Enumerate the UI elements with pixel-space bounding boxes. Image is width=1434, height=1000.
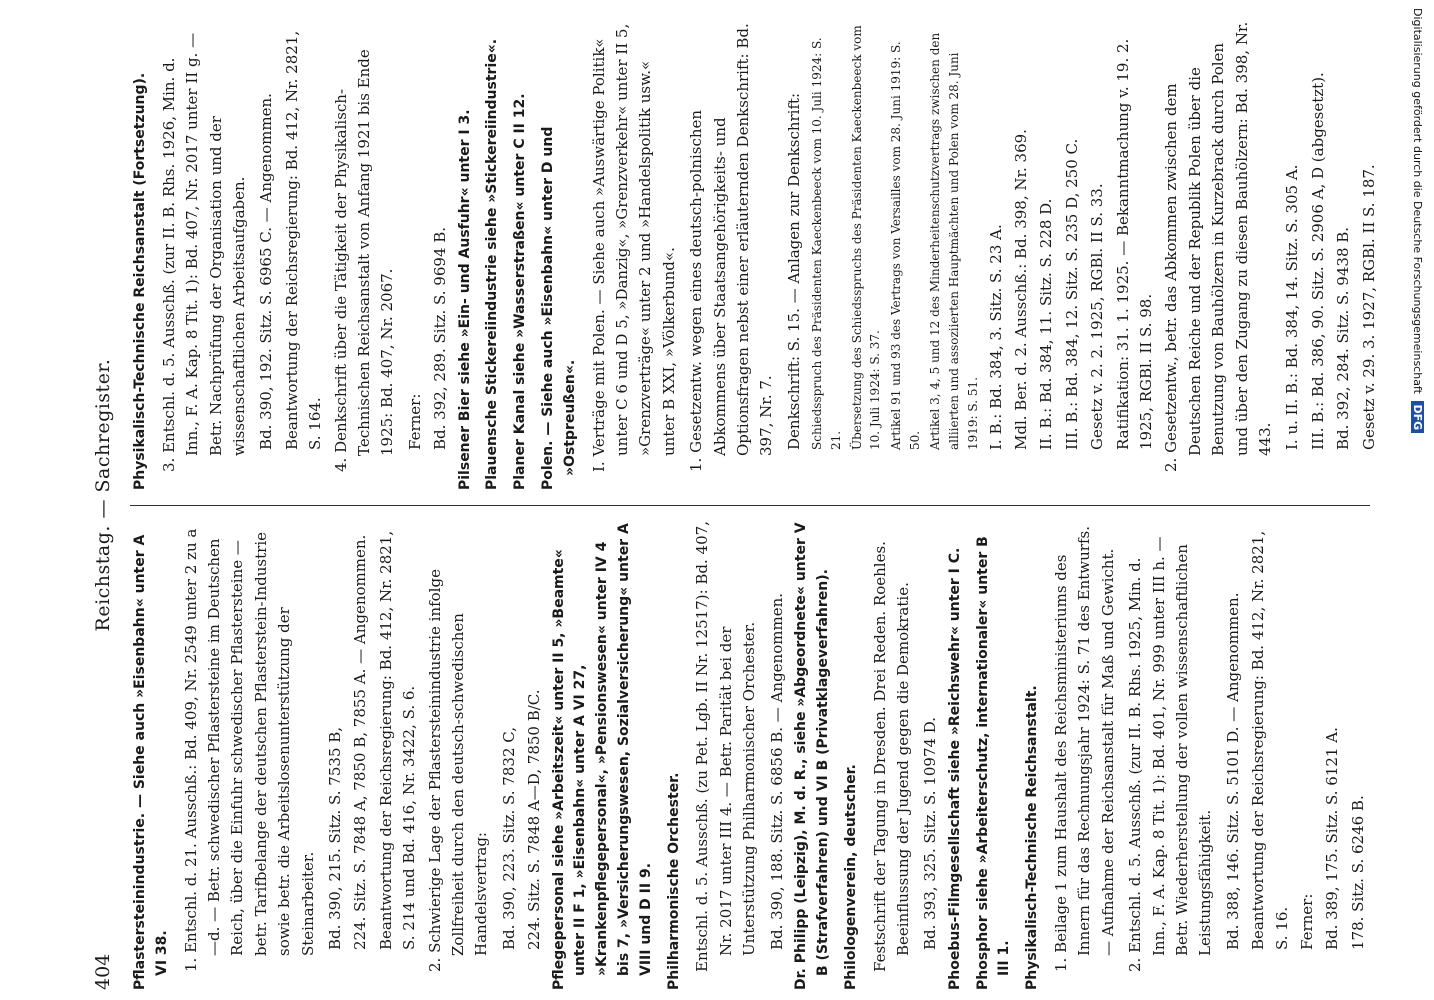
left-index-line: 224. Sitz. S. 7848 A, 7850 B, 7855 A. — Angenommen. [351,534,370,950]
left-index-heading: Philharmonische Orchester. [665,772,682,990]
right-index-line: Ferner: [405,393,424,450]
left-index-line: Bd. 393, 325. Sitz. S. 10974 D. [921,716,940,950]
right-index-heading: Planer Kanal siehe »Wasserstraßen« unter C II 12. [512,93,529,490]
right-index-line: 2. Gesetzentw., betr. das Abkommen zwischen dem Deutschen Reiche und der Republik Polen über die Benutzung von Bauhölzern in Kurzebrack durch Polen und über den Zugang zu diesen Bauhölzern: Bd. 398, Nr. 443. [1162,21,1274,472]
left-index-heading: Physikalisch-Technische Reichsanstalt. [1024,685,1041,990]
left-index-heading: Phoebus-Filmgesellschaft siehe »Reichswehr« unter I C. [946,547,963,990]
left-index-line: 1. Entschl. d. 21. Ausschß.: Bd. 409, Nr. 2549 unter 2 zu a—d. — Betr. schwedischer Pflastersteine im Deutschen Reich, über die Einfuhr schwedischer Pflastersteine — betr. Tarifbelange der deutschen Pflasterstein-Industrie sowie betr. die Arbeitslosenunterstützung der Steinarbeiter. [181,528,317,972]
right-column [130,20,1380,490]
column-divider [130,505,1370,506]
right-index-line: Übersetzung des Schiedsspruchs des Präsidenten Kaeckenbeeck vom 10. Juli 1924: S. 37. [849,25,883,450]
left-column [130,520,1380,990]
right-index-line: III. B.: Bd. 386, 90. Sitz. S. 2906 A, D (abgesetzt). [1308,72,1327,450]
right-index-line: Mdl. Ber. d. 2. Ausschß.: Bd. 398, Nr. 369. [1012,129,1031,450]
right-index-line: I. u. II. B.: Bd. 384, 14. Sitz. S. 305 A. [1283,164,1302,450]
left-index-heading: Dr. Philipp (Leipzig), M. d. R., siehe »Abgeordnete« unter V B (Strafverfahren) und VI B (Privatklageverfahren). [793,522,831,990]
left-index-heading: Pflastersteinindustrie. — Siehe auch »Eisenbahn« unter A VI 38. [132,534,170,990]
right-index-heading: Plauensche Stickereiindustrie siehe »Stickereiindustrie«. [484,38,501,490]
left-index-line: Ferner: [1297,893,1316,950]
right-index-heading: Polen. — Siehe auch »Eisenbahn« unter D und »Ostpreußen«. [540,126,578,490]
left-index-line: Entschl. d. 5. Ausschß. (zu Pet. Lgb. II Nr. 12517): Bd. 407, Nr. 2017 unter III 4. — Betr. Parität bei der Unterstützung Philharmonischer Orchester. [693,521,759,972]
funding-text: Digitalisierung gefördert durch die Deutsche Forschungsgemeinschaft [1411,8,1424,394]
left-index-line: 1. Beilage 1 zum Haushalt des Reichsministeriums des Innern für das Rechnungsjahr 1924: S. 71 des Entwurfs. — Aufnahme der Reichsanstalt für Maß und Gewicht. [1052,526,1117,972]
right-index-line: Denkschrift: S. 15. — Anlagen zur Denkschrift: [784,92,803,450]
right-index-heading: Pilsener Bier siehe »Ein- und Ausfuhr« unter I 3. [456,109,473,490]
right-index-line: Bd. 390, 192. Sitz. S. 6965 C. — Angenommen. [257,93,276,450]
right-index-line: I. B.: Bd. 384, 3. Sitz. S. 23 A. [986,224,1005,450]
left-index-line: Bd. 390, 223. Sitz. S. 7832 C, [499,727,518,950]
right-index-line: Gesetz v. 2. 2. 1925, RGBl. II S. 33. [1088,183,1107,450]
left-index-line: Bd. 389, 175. Sitz. S. 6121 A. [1323,727,1342,950]
right-index-line: Bd. 392, 289. Sitz. S. 9694 B. [431,226,450,450]
right-index-line: I. Verträge mit Polen. — Siehe auch »Auswärtige Politik« unter C 6 und D 5, »Danzig«, »Grenzverkehr« unter II 5, »Grenzverträge« unter 2 und »Handelspolitik usw.« unter B XXI, »Völkerbund«. [589,23,678,472]
left-index-heading: Philologenverein, deutscher. [842,764,859,990]
left-index-line: 2. Schwierige Lage der Pflastersteinindustrie infolge Zollfreiheit durch den deutsch-schwedischen Handelsvertrag: [425,569,491,972]
right-index-line: II. B.: Bd. 384, 11. Sitz. S. 228 D. [1037,198,1056,450]
left-index-line: 224. Sitz. S. 7848 A—D, 7850 B/C. [525,689,544,950]
left-index-line: 178. Sitz. S. 6246 B. [1348,795,1367,950]
dfg-logo: DFG [1411,401,1424,433]
right-index-line: Artikel 91 und 93 des Vertrags von Versailles vom 28. Juni 1919: S. 50. [889,41,922,450]
left-index-line: Festschrift der Tagung in Dresden. Drei Reden. Roehles. Beeinflussung der Jugend gegen die Demokratie. [870,541,912,972]
right-index-line: Schiedsspruch des Präsidenten Kaeckenbeeck vom 10. Juli 1924: S. 21. [810,37,843,450]
right-index-line: Ratifikation: 31. 1. 1925. — Bekanntmachung v. 19. 2. 1925, RGBl. II S. 98. [1113,38,1155,450]
right-index-line: Beantwortung der Reichsregierung: Bd. 412, Nr. 2821, S. 164. [282,30,325,450]
left-index-line: Bd. 388, 146. Sitz. S. 5101 D. — Angenommen. [1223,592,1242,950]
funding-note [1411,8,1424,433]
left-index-line: Beantwortung der Reichsregierung: Bd. 412, Nr. 2821, S. 16. [1249,530,1291,950]
right-index-line: 1. Gesetzentw. wegen eines deutsch-polnischen Abkommens über Staatsangehörigkeits- und Optionsfragen nebst einer erläuternden Denkschrift: Bd. 397, Nr. 7. [687,23,776,472]
left-index-line: Bd. 390, 215. Sitz. S. 7535 B, [326,726,344,950]
left-index-heading: Phosphor siehe »Arbeiterschutz, internationaler« unter B III 1. [974,536,1013,990]
left-index-heading: Pflegepersonal siehe »Arbeitszeit« unter II 5, »Beamte« unter II F 1, »Eisenbahn« unter A VI 27, »Krankenpflegepersonal«, »Pensionswesen« unter IV 4 bis 7, »Versicherungswesen, Sozialversicherung« unter A VIII und D II 9. [550,523,654,990]
right-index-line: Bd. 392, 284. Sitz. S. 9438 B. [1334,226,1353,450]
page-header [90,0,120,990]
right-index-heading: Physikalisch-Technische Reichsanstalt (Fortsetzung). [132,72,148,490]
running-head: Reichstag. — Sachregister. [92,358,114,632]
scanned-page [90,0,1380,1000]
right-index-line: 3. Entschl. d. 5. Ausschß. (zur II. B. Rhs. 1926, Min. d. Inn., F. A. Kap. 8 Tit. 1): Bd. 407, Nr. 2017 unter II g. — Betr. Nachprüfung der Organisation und der wissenschaftlichen Arbeitsaufgaben. [159,32,248,472]
right-index-line: Gesetz v. 29. 3. 1927, RGBl. II S. 187. [1359,164,1378,450]
page-number: 404 [92,953,114,990]
left-index-line: Bd. 390, 188. Sitz. S. 6856 B. — Angenommen. [767,593,786,950]
left-index-line: 2. Entschl. d. 5. Ausschß. (zur II. B. Rhs. 1925, Min. d. Inn., F. A. Kap. 8 Tit. 1): Bd. 401, Nr. 999 unter III h. — Betr. Wiederherstellung der vollen wissenschaftlichen Leistungsfähigkeit. [1126,536,1215,972]
right-index-line: III. B.: Bd. 384, 12. Sitz. S. 235 D, 250 C. [1062,138,1081,450]
right-index-line: Artikel 3, 4, 5 und 12 des Minderheitenschutzvertrags zwischen den alliierten und assoziierten Hauptmächten und Polen vom 28. Juni 1919: S. 51. [928,32,980,450]
left-index-line: Beantwortung der Reichsregierung: Bd. 412, Nr. 2821, S. 214 und Bd. 416, Nr. 3422, S. 6. [376,530,419,950]
right-index-line: 4. Denkschrift über die Tätigkeit der Physikalisch-Technischen Reichsanstalt von Anfang 1921 bis Ende 1925: Bd. 407, Nr. 2067. [331,49,397,472]
